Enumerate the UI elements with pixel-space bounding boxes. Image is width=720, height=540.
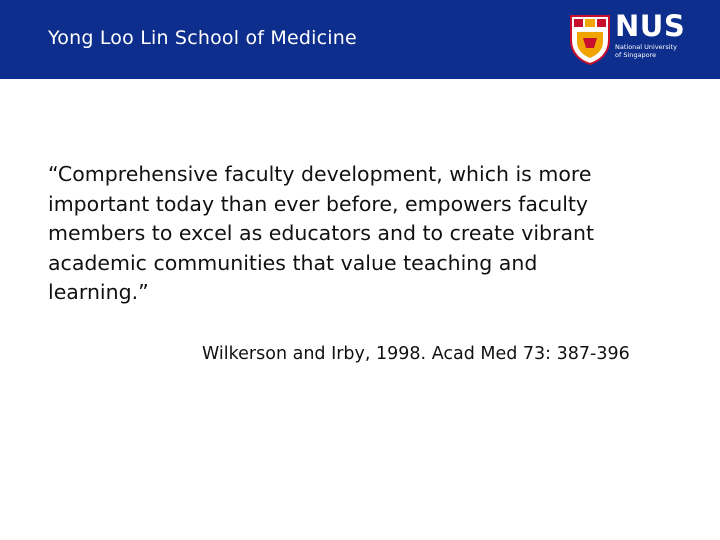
citation: Wilkerson and Irby, 1998. Acad Med 73: 387-396 (202, 344, 630, 364)
quote-line: important today than ever before, empowers faculty (48, 191, 589, 216)
nus-crest-icon (569, 14, 611, 66)
quote-line: members to excel as educators and to create vibrant (48, 221, 595, 245)
slide-header (0, 0, 720, 79)
quote-line: “Comprehensive faculty development, which is more (48, 162, 592, 186)
quote-block (48, 160, 708, 308)
nus-subtitle-line-1: National University (615, 43, 677, 51)
nus-subtitle-line-2: of Singapore (615, 51, 657, 59)
nus-wordmark: NUS (615, 9, 686, 43)
school-title: Yong Loo Lin School of Medicine (48, 27, 357, 49)
quote-line: learning.” (48, 280, 149, 304)
nus-logo (569, 9, 709, 68)
quote-line: academic communities that value teaching and (48, 250, 538, 275)
nus-wordmark-block (615, 9, 685, 59)
